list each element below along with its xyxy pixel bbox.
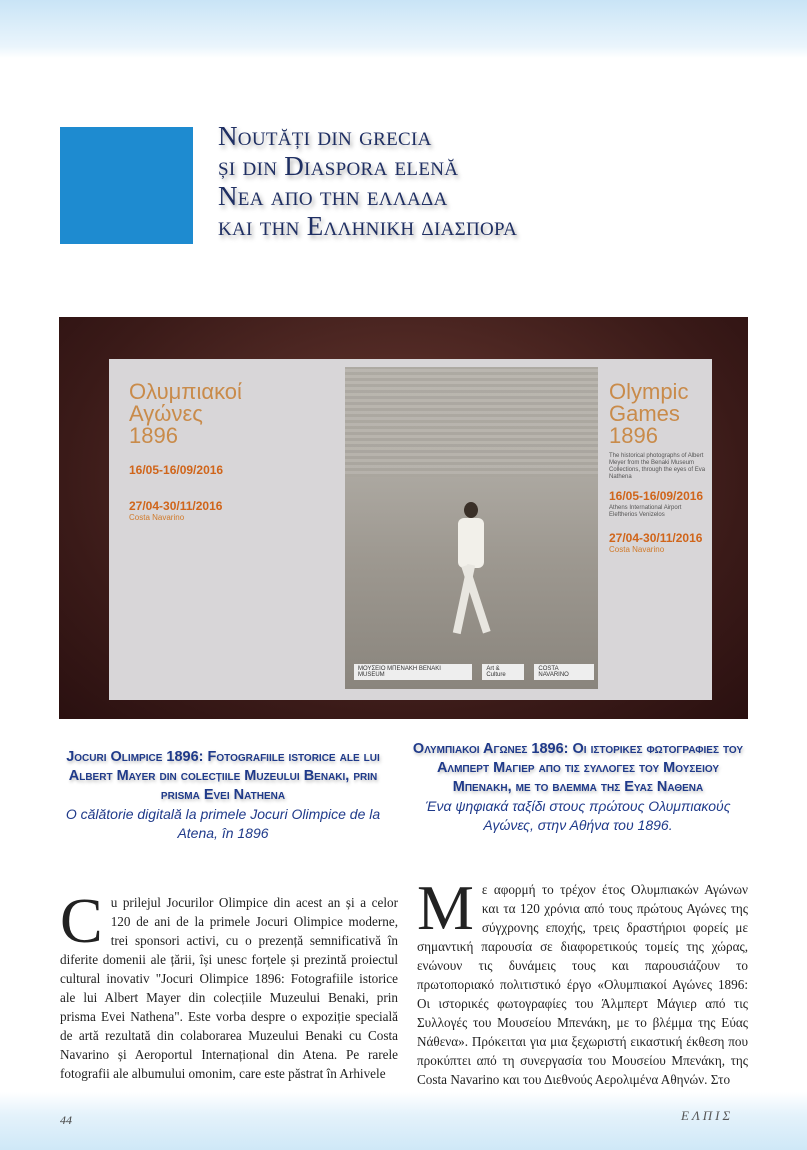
poster-greek-title-2: Αγώνες bbox=[129, 401, 203, 426]
magazine-name: ΕΛΠΙΣ bbox=[681, 1108, 734, 1123]
poster-english-date-2: 27/04-30/11/2016 bbox=[609, 531, 703, 545]
left-article-title: Jocuri Olimpice 1896: Fotografiile istorice ale lui Albert Mayer din colecțiile Muzeului Benaki, prin prisma Evei Nathena bbox=[66, 749, 380, 803]
heading-line-3: Νεα απο την ελλαδα bbox=[218, 181, 448, 211]
stadium-stands bbox=[345, 367, 598, 477]
poster-greek-date-2: 27/04-30/11/2016 bbox=[129, 499, 223, 513]
exhibition-photo bbox=[59, 317, 748, 719]
left-article-text: u prilejul Jocurilor Olimpice din acest an și a celor 120 de ani de la primele Jocuri Olimpice moderne, trei sponsori activi, cu o prezență semnificativă în diferite domenii ale țării, își unesc forțele și prezintă proiectul cultural inovativ "Jocuri Olimpice 1896: Fotografiile istorice ale lui Albert Mayer din colecțiile Muzeului Benaki, prin prisma Evei Nathena". Este vorba despre o expoziție specială de artă rezultată din colaborarea Muzeului Benaki cu Costa Navarino și Aeroportul Internațional din Atena. Pe rarele fotografii ale albumului omonim, care este păstrat în Arhivele bbox=[60, 895, 398, 1081]
benaki-museum-logo: ΜΟΥΣΕΙΟ ΜΠΕΝΑΚΗ BENAKI MUSEUM bbox=[354, 664, 472, 680]
art-culture-logo: Art & Culture bbox=[482, 664, 524, 680]
heading-line-4: και την Ελληνικη διασπορα bbox=[218, 211, 518, 241]
left-article-header bbox=[58, 748, 388, 843]
poster-greek-date-1: 16/05-16/09/2016 bbox=[129, 463, 224, 477]
right-article-text: ε αφορμή το τρέχον έτος Ολυμπιακών Αγώνων και τα 120 χρόνια από τους πρώτους Αγώνες της σύγχρονης εποχής, τρεις δραστήριοι φορείς με σημαντική παρουσία σε διαφορετικούς τομείς της χώρας, ενώνουν τις δυνάμεις τους και παρουσιάζουν το πρωτοποριακό πολιτιστικό έργο «Ολυμπιακοί Αγώνες 1896: Οι ιστορικές φωτογραφίες του Άλμπερτ Μάγιερ από τις Συλλογές του Μουσείου Μπενάκη, με το βλέμμα της Εύας Νάθενα». Πρόκειται για μια ξεχωριστή εικαστική έκθεση που προκύπτει από τη συνεργασία του Μουσείου Μπενάκη, της Costa Navarino και του Διεθνούς Αερολιμένα Αθηνών. Στο bbox=[417, 882, 748, 1087]
top-gradient-band bbox=[0, 0, 807, 58]
poster-english-place-2: Costa Navarino bbox=[609, 545, 665, 554]
heading-line-2: și din Diaspora elenă bbox=[218, 151, 459, 181]
left-article-subtitle: O călătorie digitală la primele Jocuri Olimpice de la Atena, în 1896 bbox=[65, 806, 381, 841]
projection-screen bbox=[109, 359, 712, 700]
right-article-body bbox=[417, 872, 748, 1089]
athlete-figure bbox=[450, 502, 490, 642]
poster-english-title-3: 1896 bbox=[609, 423, 658, 448]
left-article-body bbox=[60, 885, 398, 1083]
poster-english-text bbox=[609, 381, 719, 554]
sponsor-logos bbox=[354, 659, 594, 685]
section-heading bbox=[218, 122, 517, 242]
poster-english-place-1: Athens International Airport Eleftherios Venizelos bbox=[609, 505, 682, 518]
poster-english-title-2: Games bbox=[609, 401, 680, 426]
poster-english-date-1: 16/05-16/09/2016 bbox=[609, 489, 704, 503]
section-color-block bbox=[60, 127, 193, 244]
poster-greek-place-2: Costa Navarino bbox=[129, 513, 185, 522]
page-number: 44 bbox=[60, 1113, 72, 1127]
poster-greek-title-1: Ολυμπιακοί bbox=[129, 379, 242, 404]
right-article-header bbox=[407, 740, 749, 835]
right-article-title: Ολυμπιακοι Αγωνες 1896: Οι ιστορικες φωτογραφιες του Αλμπερτ Μαγιερ απο τις συλλογες του Μουσειου Μπενακη, με το βλεμμα της Ευας Ναθενα bbox=[412, 741, 744, 795]
heading-line-1: Noutăți din grecia bbox=[218, 121, 432, 151]
costa-navarino-logo: COSTA NAVARINO bbox=[534, 664, 594, 680]
left-drop-cap: C bbox=[60, 885, 103, 956]
historic-athlete-photo bbox=[345, 367, 598, 689]
poster-english-title-1: Olympic bbox=[609, 379, 689, 404]
right-drop-cap: Μ bbox=[417, 872, 474, 943]
poster-greek-text bbox=[129, 381, 329, 522]
poster-greek-title-3: 1896 bbox=[129, 423, 178, 448]
right-article-subtitle: Ένα ψηφιακά ταξίδι στους πρώτους Ολυμπιακούς Αγώνες, στην Αθήνα του 1896. bbox=[425, 798, 731, 833]
poster-english-desc: The historical photographs of Albert Meyer from the Benaki Museum Collections, through the eyes of Eva Nathena bbox=[609, 453, 706, 480]
